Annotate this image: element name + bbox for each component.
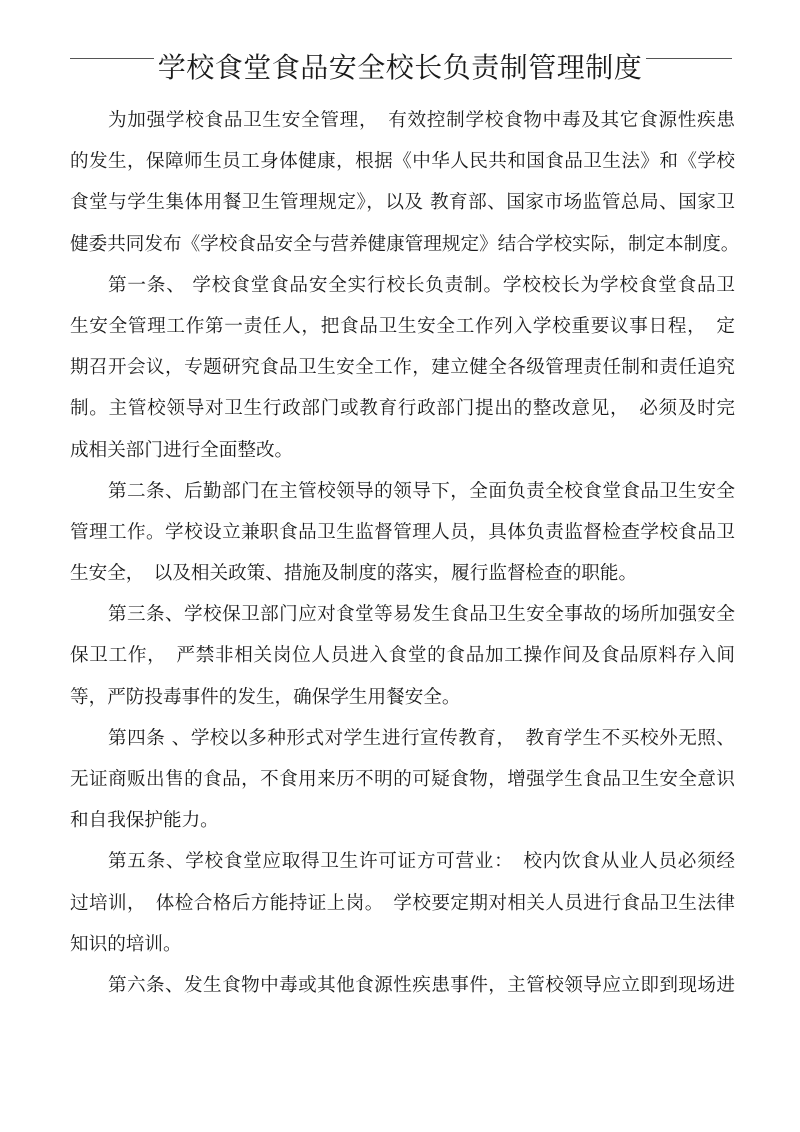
paragraph-line: 第二条、后勤部门在主管校领导的领导下，全面负责全校食堂食品卫生安全 [108, 480, 735, 502]
paragraph [70, 965, 735, 1006]
paragraph-line: 健委共同发布《学校食品安全与营养健康管理规定》结合学校实际，制定本制度。 [70, 233, 740, 255]
paragraph-line: 期召开会议，专题研究食品卫生安全工作，建立健全各级管理责任制和责任追究 [70, 357, 735, 379]
paragraph-line: 食堂与学生集体用餐卫生管理规定》，以及 教育部、国家市场监管总局、国家卫 [70, 192, 735, 214]
paragraph-line: 为加强学校食品卫生安全管理， 有效控制学校食物中毒及其它食源性疾患 [108, 110, 735, 131]
paragraph [70, 841, 735, 965]
paragraph-line: 和自我保护能力。 [70, 810, 219, 832]
paragraph [70, 100, 740, 265]
paragraph [70, 718, 735, 842]
paragraph-line: 知识的培训。 [70, 933, 182, 955]
paragraph-line: 第一条、 学校食堂食品安全实行校长负责制。学校校长为学校食堂食品卫 [108, 274, 735, 296]
paragraph-line: 第四条 、学校以多种形式对学生进行宣传教育， 教育学生不买校外无照、 [108, 727, 735, 749]
paragraph-line: 保卫工作， 严禁非相关岗位人员进入食堂的食品加工操作间及食品原料存入间 [70, 645, 735, 667]
paragraph [70, 471, 735, 595]
document-body [70, 100, 740, 1006]
paragraph-line: 管理工作。学校设立兼职食品卫生监督管理人员，具体负责监督检查学校食品卫 [70, 521, 735, 543]
paragraph-line: 等，严防投毒事件的发生，确保学生用餐安全。 [70, 686, 461, 708]
paragraph-line: 过培训， 体检合格后方能持证上岗。 学校要定期对相关人员进行食品卫生法律 [70, 892, 735, 914]
paragraph-line: 制。主管校领导对卫生行政部门或教育行政部门提出的整改意见， 必须及时完 [70, 398, 735, 420]
paragraph-line: 生安全， 以及相关政策、措施及制度的落实，履行监督检查的职能。 [70, 563, 638, 585]
paragraph [70, 594, 735, 718]
paragraph-line: 成相关部门进行全面整改。 [70, 439, 294, 461]
document-title-text: 学校食堂食品安全校长负责制管理制度 [154, 51, 647, 84]
document-title [0, 48, 800, 88]
paragraph-line: 第三条、学校保卫部门应对食堂等易发生食品卫生安全事故的场所加强安全 [108, 604, 735, 626]
paragraph-line: 的发生，保障师生员工身体健康，根据《中华人民共和国食品卫生法》和《学校 [70, 151, 735, 173]
paragraph [70, 265, 735, 471]
paragraph-line: 第五条、学校食堂应取得卫生许可证方可营业： 校内饮食从业人员必须经 [108, 851, 735, 873]
paragraph-line: 第六条、发生食物中毒或其他食源性疾患事件，主管校领导应立即到现场进 [108, 974, 735, 996]
paragraph-line: 生安全管理工作第一责任人，把食品卫生安全工作列入学校重要议事日程， 定 [70, 315, 735, 337]
paragraph-line: 无证商贩出售的食品，不食用来历不明的可疑食物，增强学生食品卫生安全意识 [70, 769, 735, 790]
